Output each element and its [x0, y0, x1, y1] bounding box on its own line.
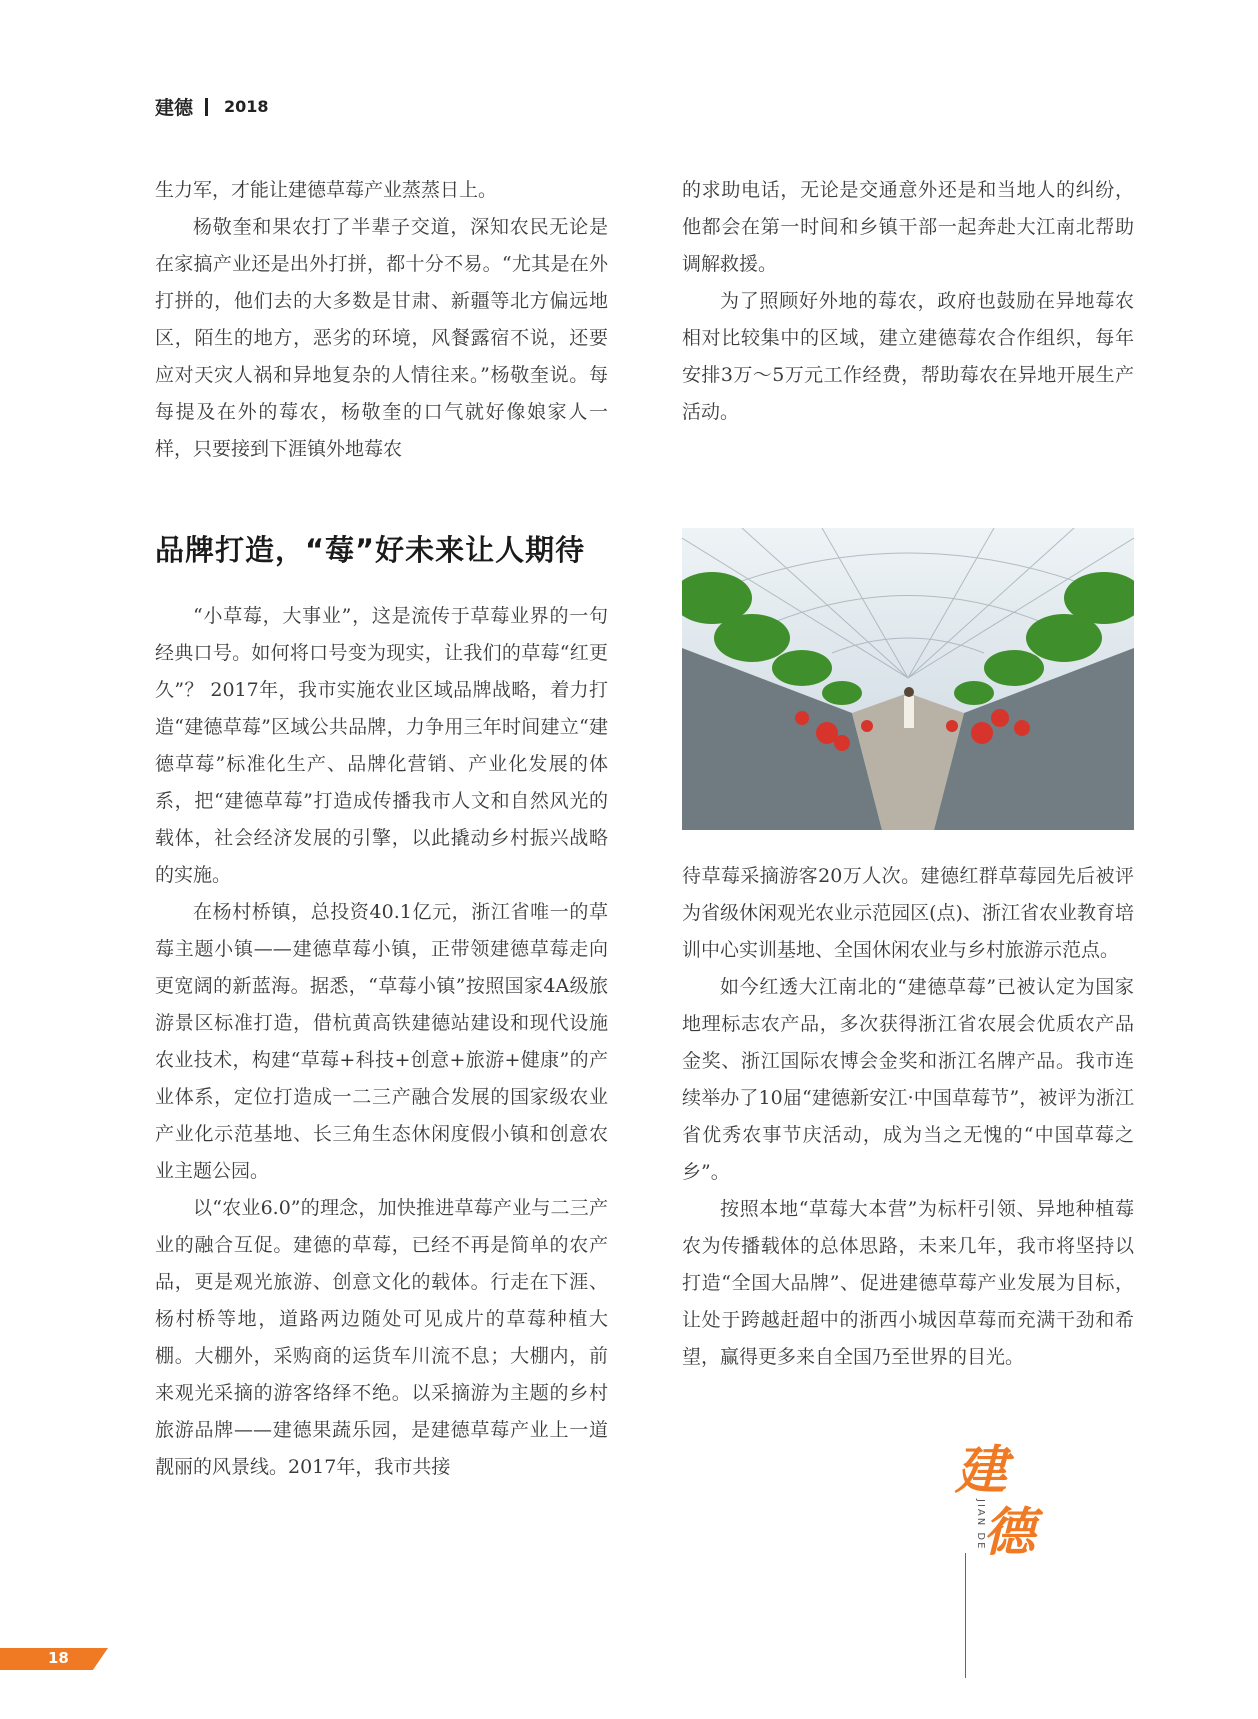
- jiande-logo: [955, 1440, 1045, 1680]
- header-year: 2018: [224, 97, 269, 116]
- logo-pinyin: JIAN DE: [975, 1499, 986, 1551]
- header-separator: [205, 98, 208, 116]
- strawberry-greenhouse-photo: [682, 528, 1134, 830]
- page-number: 18: [48, 1649, 69, 1667]
- paragraph: 如今红透大江南北的“建德草莓”已被认定为国家地理标志农产品，多次获得浙江省农展会优质农产品金奖、浙江国际农博会金奖和浙江名牌产品。我市连续举办了10届“建德新安江·中国草莓节”，被评为浙江省优秀农事节庆活动，成为当之无愧的“中国草莓之乡”。: [682, 976, 1134, 1183]
- paragraph: 待草莓采摘游客20万人次。建德红群草莓园先后被评为省级休闲观光农业示范园区(点)、浙江省农业教育培训中心实训基地、全国休闲农业与乡村旅游示范点。: [682, 865, 1134, 961]
- paragraph: 以“农业6.0”的理念，加快推进草莓产业与二三产业的融合互促。建德的草莓，已经不再是简单的农产品，更是观光旅游、创意文化的载体。行走在下涯、杨村桥等地，道路两边随处可见成片的草莓种植大棚。大棚外，采购商的运货车川流不息；大棚内，前来观光采摘的游客络绎不绝。以采摘游为主题的乡村旅游品牌——建德果蔬乐园，是建德草莓产业上一道靓丽的风景线。2017年，我市共接: [155, 1197, 608, 1478]
- logo-char-2: 德: [983, 1502, 1036, 1563]
- right-column-bottom: [682, 858, 1134, 1376]
- paragraph: 按照本地“草莓大本营”为标杆引领、异地种植莓农为传播载体的总体思路，未来几年，我市将坚持以打造“全国大品牌”、促进建德草莓产业发展为目标，让处于跨越赶超中的浙西小城因草莓而充满干劲和希望，赢得更多来自全国乃至世界的目光。: [682, 1198, 1134, 1368]
- left-column-top: [155, 172, 608, 468]
- left-column-bottom: [155, 598, 608, 1486]
- paragraph: 为了照顾好外地的莓农，政府也鼓励在异地莓农相对比较集中的区域，建立建德莓农合作组织，每年安排3万～5万元工作经费，帮助莓农在异地开展生产活动。: [682, 290, 1134, 423]
- header-title: 建德: [155, 97, 194, 119]
- paragraph: 杨敬奎和果农打了半辈子交道，深知农民无论是在家搞产业还是出外打拼，都十分不易。“尤其是在外打拼的，他们去的大多数是甘肃、新疆等北方偏远地区，陌生的地方，恶劣的环境，风餐露宿不说，还要应对天灾人祸和异地复杂的人情往来。”杨敬奎说。每每提及在外的莓农，杨敬奎的口气就好像娘家人一样，只要接到下涯镇外地莓农: [155, 216, 608, 460]
- paragraph: 的求助电话，无论是交通意外还是和当地人的纠纷，他都会在第一时间和乡镇干部一起奔赴大江南北帮助调解救援。: [682, 179, 1134, 275]
- running-header: [155, 93, 269, 120]
- right-column-top: [682, 172, 1134, 431]
- paragraph: 生力军，才能让建德草莓产业蒸蒸日上。: [155, 179, 498, 201]
- section-heading: 品牌打造，“莓”好未来让人期待: [155, 533, 586, 567]
- logo-char-1: 建: [955, 1440, 1008, 1501]
- logo-divider: [965, 1553, 966, 1678]
- paragraph: “小草莓，大事业”，这是流传于草莓业界的一句经典口号。如何将口号变为现实，让我们的草莓“红更久”？ 2017年，我市实施农业区域品牌战略，着力打造“建德草莓”区域公共品牌，力争用三年时间建立“建德草莓”标准化生产、品牌化营销、产业化发展的体系，把“建德草莓”打造成传播我市人文和自然风光的载体，社会经济发展的引擎，以此撬动乡村振兴战略的实施。: [155, 605, 608, 886]
- paragraph: 在杨村桥镇，总投资40.1亿元，浙江省唯一的草莓主题小镇——建德草莓小镇，正带领建德草莓走向更宽阔的新蓝海。据悉，“草莓小镇”按照国家4A级旅游景区标准打造，借杭黄高铁建德站建设和现代设施农业技术，构建“草莓+科技+创意+旅游+健康”的产业体系，定位打造成一二三产融合发展的国家级农业产业化示范基地、长三角生态休闲度假小镇和创意农业主题公园。: [155, 901, 608, 1182]
